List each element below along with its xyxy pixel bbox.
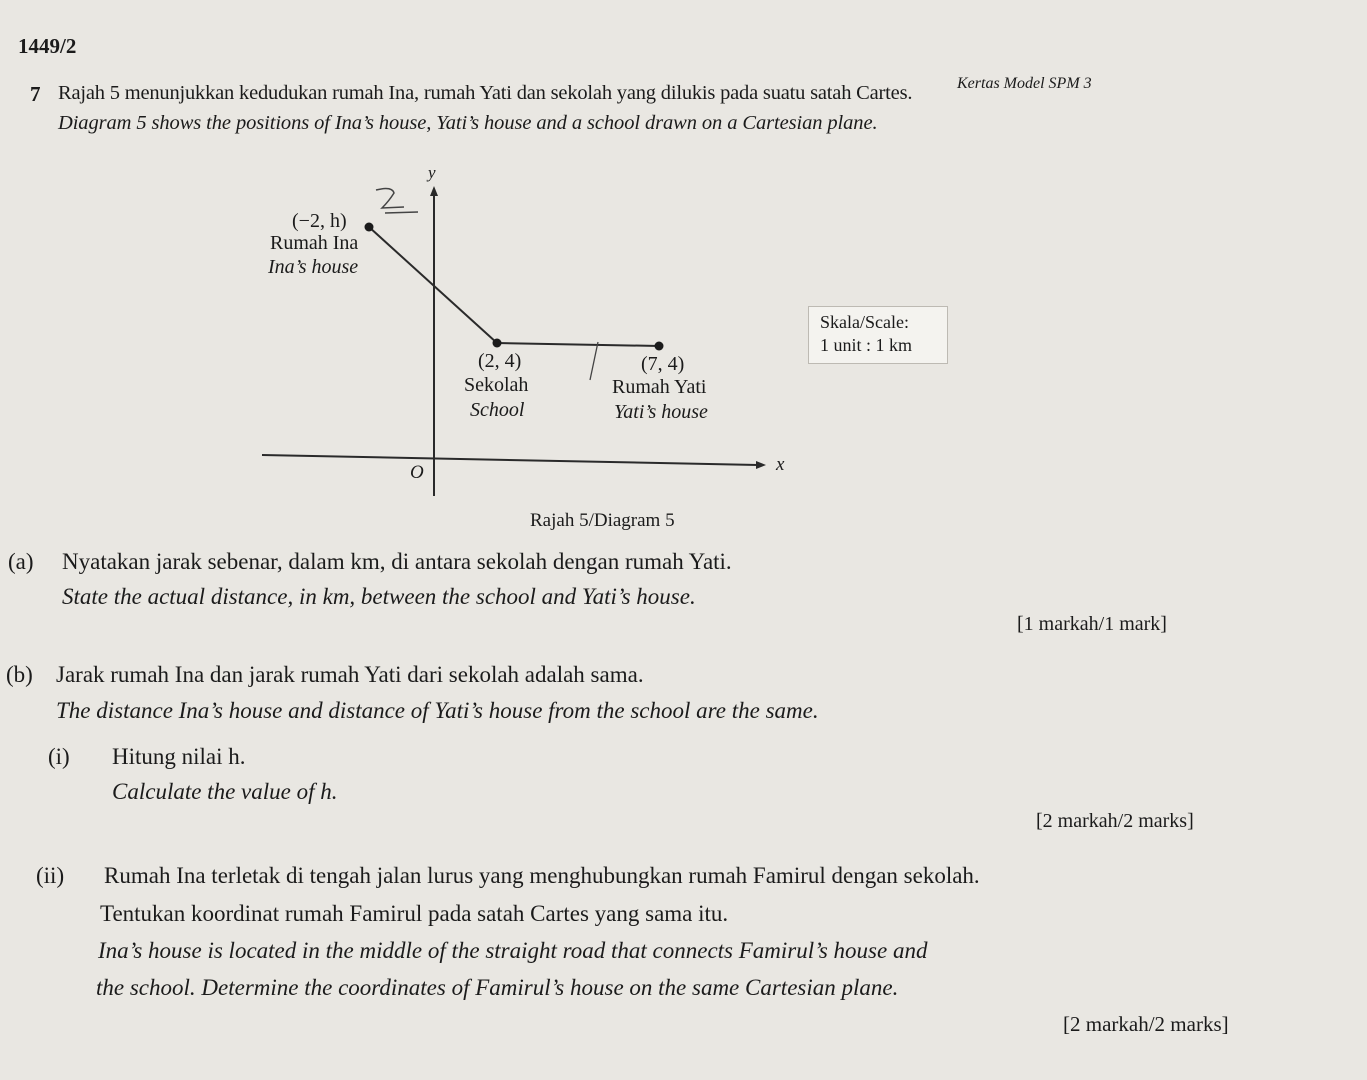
paper-source: Kertas Model SPM 3 — [957, 75, 1092, 92]
school-label-ms: Sekolah — [464, 374, 529, 396]
x-axis-label: x — [776, 454, 785, 475]
part-b-i-label: (i) — [48, 744, 70, 769]
pencil-mark — [590, 342, 598, 380]
question-number: 7 — [30, 82, 41, 106]
y-axis-arrow — [430, 186, 438, 196]
part-b-ii-line-1: Rumah Ina terletak di tengah jalan lurus yang menghubungkan rumah Famirul dengan sekolah. — [104, 863, 980, 888]
paper-code: 1449/2 — [18, 34, 77, 58]
part-b-ii-marks: [2 markah/2 marks] — [1063, 1012, 1229, 1036]
ina-label-ms: Rumah Ina — [270, 232, 359, 254]
point-yati-house — [655, 342, 664, 351]
point-school — [493, 339, 502, 348]
pencil-mark — [376, 189, 418, 213]
part-b-i-text-en: Calculate the value of h. — [112, 779, 338, 804]
school-label-en: School — [470, 399, 525, 421]
part-a-marks: [1 markah/1 mark] — [1017, 613, 1167, 635]
part-b-ii-line-2: Tentukan koordinat rumah Famirul pada satah Cartes yang sama itu. — [100, 901, 729, 926]
question-stem-en: Diagram 5 shows the positions of Ina’s house, Yati’s house and a school drawn on a Cartesian plane. — [58, 112, 878, 134]
part-a-label: (a) — [8, 549, 34, 574]
question-stem-ms: Rajah 5 menunjukkan kedudukan rumah Ina, rumah Yati dan sekolah yang dilukis pada suatu satah Cartes. — [58, 82, 913, 104]
part-b-ii-label: (ii) — [36, 863, 65, 888]
part-a-text-en: State the actual distance, in km, between the school and Yati’s house. — [62, 584, 696, 609]
yati-coordinate: (7, 4) — [641, 353, 685, 375]
x-axis — [262, 455, 758, 465]
part-b-i-marks: [2 markah/2 marks] — [1036, 810, 1194, 832]
part-b-ii-line-3: Ina’s house is located in the middle of the straight road that connects Famirul’s house and — [98, 938, 928, 963]
part-b-text-ms: Jarak rumah Ina dan jarak rumah Yati dari sekolah adalah sama. — [56, 662, 644, 687]
diagram-caption: Rajah 5/Diagram 5 — [530, 510, 675, 531]
ina-label-en: Ina’s house — [268, 256, 359, 278]
road-school-yati — [497, 343, 659, 346]
part-a-text-ms: Nyatakan jarak sebenar, dalam km, di antara sekolah dengan rumah Yati. — [62, 549, 732, 574]
scale-value: 1 unit : 1 km — [820, 335, 913, 355]
part-b-text-en: The distance Ina’s house and distance of Yati’s house from the school are the same. — [56, 698, 819, 723]
y-axis-label: y — [428, 163, 436, 182]
x-axis-arrow — [756, 461, 766, 469]
scale-title: Skala/Scale: — [820, 312, 909, 332]
point-ina-house — [365, 223, 374, 232]
part-b-label: (b) — [6, 662, 33, 687]
school-coordinate: (2, 4) — [478, 350, 522, 372]
scale-box — [808, 306, 948, 364]
part-b-ii-line-4: the school. Determine the coordinates of Famirul’s house on the same Cartesian plane. — [96, 975, 899, 1000]
yati-label-en: Yati’s house — [614, 401, 708, 423]
yati-label-ms: Rumah Yati — [612, 376, 707, 398]
origin-label: O — [410, 462, 424, 483]
part-b-i-text-ms: Hitung nilai h. — [112, 744, 246, 769]
ina-coordinate: (−2, h) — [292, 210, 347, 232]
